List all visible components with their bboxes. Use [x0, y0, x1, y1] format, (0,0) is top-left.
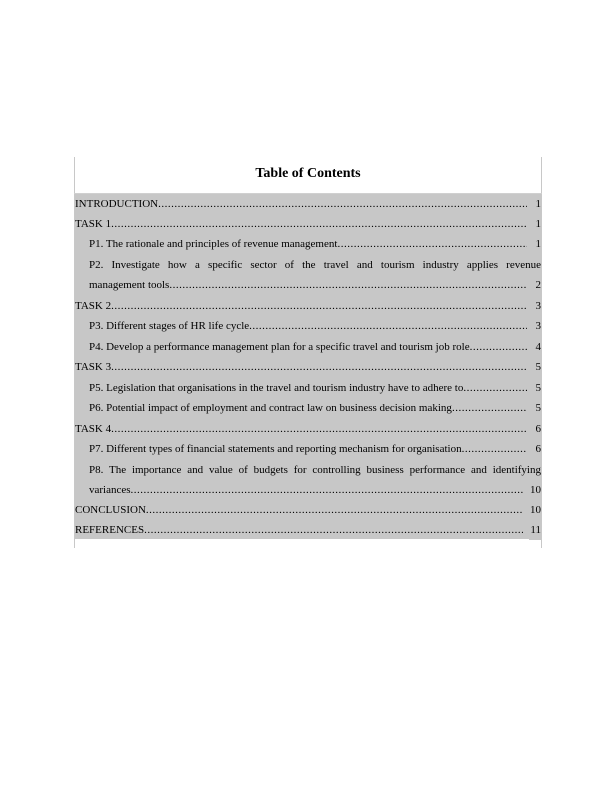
toc-entry-p7[interactable]: P7. Different types of financial statements and reporting mechanism for organisation ..... 6: [75, 439, 541, 459]
toc-entry-p2[interactable]: P2. Investigate how a specific sector of the travel and tourism industry applies revenue: [89, 259, 541, 271]
toc-entry-task-2[interactable]: TASK 2 ..... 3: [75, 296, 541, 316]
page-number: 3: [535, 296, 542, 316]
table-of-contents: [74, 157, 542, 548]
toc-entry-references[interactable]: REFERENCES ..... 11: [75, 520, 541, 540]
toc-entry-conclusion[interactable]: CONCLUSION ..... 10: [75, 500, 541, 520]
page-number: 6: [535, 439, 542, 459]
right-border: [541, 157, 542, 548]
toc-entry-p5[interactable]: P5. Legislation that organisations in the travel and tourism industry have to adhere to ..... 5: [75, 378, 541, 398]
page-number: 5: [535, 378, 542, 398]
page-number: 4: [535, 337, 542, 357]
toc-entry-task-4[interactable]: TASK 4 ..... 6: [75, 419, 541, 439]
page-number: 6: [535, 419, 542, 439]
toc-entry-p6[interactable]: P6. Potential impact of employment and contract law on business decision making ..... 5: [75, 398, 541, 418]
toc-entry-p1[interactable]: P1. The rationale and principles of revenue management ..... 1: [75, 234, 541, 254]
page-number: 2: [535, 275, 542, 295]
page-number: 11: [529, 520, 541, 540]
page-number: 5: [535, 398, 542, 418]
page-number: 1: [535, 234, 542, 254]
page-number: 10: [529, 500, 541, 520]
toc-entry-task-1[interactable]: TASK 1 ..... 1: [75, 214, 541, 234]
toc-entry-p3[interactable]: P3. Different stages of HR life cycle ..... 3: [75, 316, 541, 336]
toc-entry-p8[interactable]: P8. The importance and value of budgets for controlling business performance and identifying: [89, 464, 541, 476]
page-number: 3: [535, 316, 542, 336]
toc-entry-p4[interactable]: P4. Develop a performance management plan for a specific travel and tourism job role ..... 4: [75, 337, 541, 357]
toc-entry-p2-cont[interactable]: management tools ..... 2: [75, 275, 541, 295]
toc-entry-task-3[interactable]: TASK 3 ..... 5: [75, 357, 541, 377]
toc-list: [75, 194, 541, 539]
page-number: 5: [535, 357, 542, 377]
page-number: 1: [535, 194, 542, 214]
toc-title: Table of Contents: [255, 166, 361, 181]
toc-entry-p8-cont[interactable]: variances ..... 10: [75, 480, 541, 500]
page-number: 1: [535, 214, 542, 234]
toc-entry-introduction[interactable]: INTRODUCTION ..... 1: [75, 194, 541, 214]
page-number: 10: [529, 480, 541, 500]
